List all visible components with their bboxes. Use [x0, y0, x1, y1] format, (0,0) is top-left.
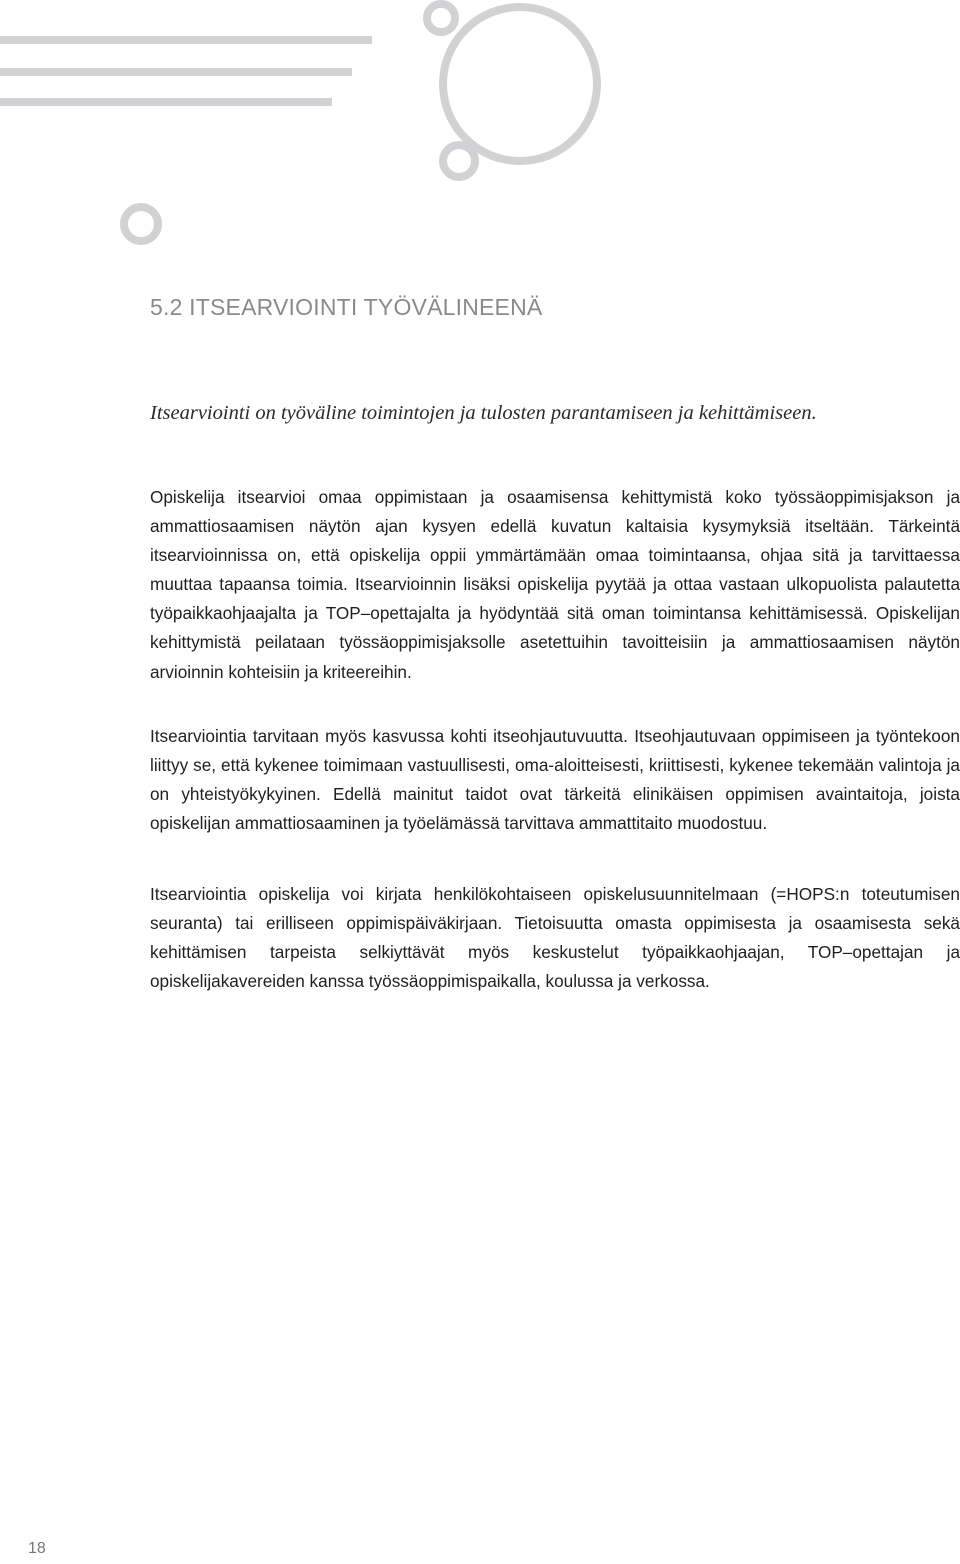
section-heading: 5.2 ITSEARVIOINTI TYÖVÄLINEENÄ — [150, 294, 543, 320]
body-paragraph-1: Opiskelija itsearvioi omaa oppimistaan ja osaamisensa kehittymistä koko työssäoppimisjakson ja ammattiosaamisen näytön ajan kysyen edellä kuvatun kaltaisia kysymyksiä itseltään. Tärkeintä itsearvioinnissa on, että opiskelija oppii ymmärtämään omaa toimintaansa, ohjaa sitä ja tarvittaessa muuttaa tapaansa toimia. Itsearvioinnin lisäksi opiskelija pyytää ja ottaa vastaan ulkopuolista palautetta työpaikkaohjaajalta ja TOP–opettajalta ja hyödyntää sitä oman toimintansa kehittämisessä. Opiskelijan kehittymistä peilataan työssäoppimisjaksolle asetettuihin tavoitteisiin ja ammattiosaamisen näytön arvioinnin kohteisiin ja kriteereihin. — [150, 487, 960, 682]
decor-circle-medium — [443, 145, 475, 177]
body-paragraph-2: Itsearviointia tarvitaan myös kasvussa kohti itseohjautuvuutta. Itseohjautuvaan oppimiseen ja työntekoon liittyy se, että kykenee toimimaan vastuullisesti, oma-aloitteisesti, kriittisesti, kykenee tekemään valintoja ja on yhteistyökykyinen. Edellä mainitut taidot ovat tärkeitä elinikäisen oppimisen avaintaitoja, joista opiskelijan ammattiosaaminen ja työelämässä tarvittava ammattitaito muodostuu. — [150, 726, 960, 834]
page-number: 18 — [28, 1540, 46, 1557]
body-paragraph-3: Itsearviointia opiskelija voi kirjata henkilökohtaiseen opiskelusuunnitelmaan (=HOPS:n toteutumisen seuranta) tai erilliseen oppimispäiväkirjaan. Tietoisuutta omasta oppimisesta ja osaamisesta sekä kehittämisen tarpeista selkiyttävät myös keskustelut työpaikkaohjaajan, TOP–opettajan ja opiskelijakavereiden kanssa työssäoppimispaikalla, koulussa ja verkossa. — [150, 884, 960, 992]
decor-circle-small-top — [427, 4, 455, 32]
decor-circle-small-left — [124, 207, 158, 241]
decor-circle-large — [443, 7, 597, 161]
lead-sentence: Itsearviointi on työväline toimintojen ja tulosten parantamiseen ja kehittämiseen. — [150, 402, 817, 424]
line-and-circle-ornament-icon — [0, 0, 960, 260]
